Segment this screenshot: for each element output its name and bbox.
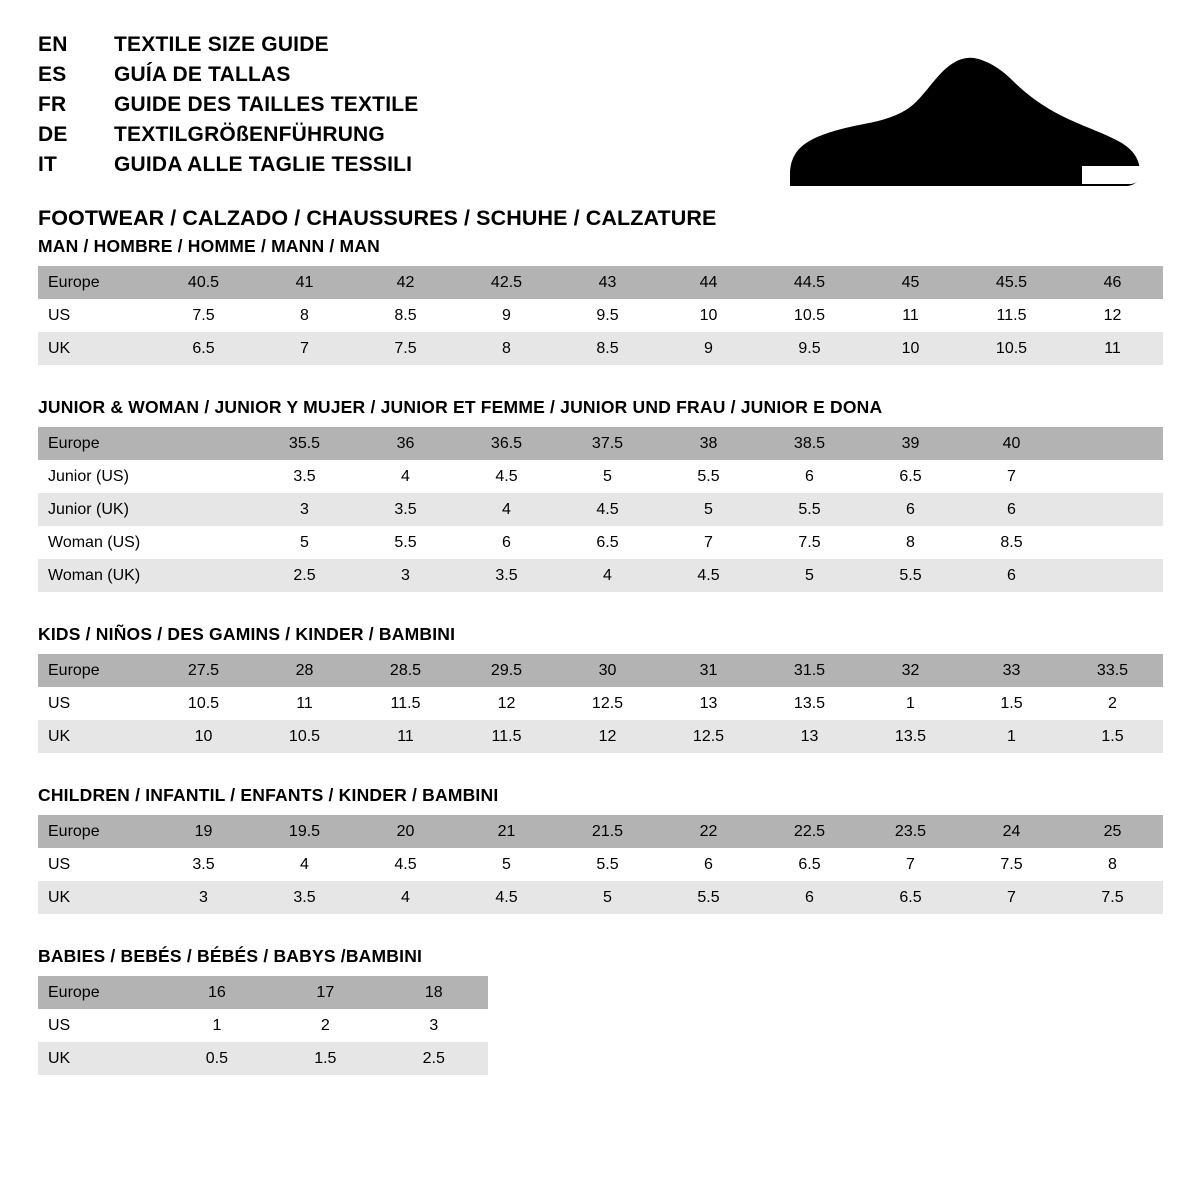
- row-label: US: [38, 299, 153, 332]
- cell: 10: [658, 299, 759, 332]
- cell: [153, 460, 254, 493]
- cell: 27.5: [153, 654, 254, 687]
- cell: 13.5: [860, 720, 961, 753]
- cell: 22: [658, 815, 759, 848]
- language-title: TEXTILE SIZE GUIDE: [114, 33, 329, 56]
- section-title: KIDS / NIÑOS / DES GAMINS / KINDER / BAMBINI: [38, 624, 456, 644]
- cell: 0.5: [163, 1042, 271, 1075]
- cell: 45.5: [961, 266, 1062, 299]
- cell: 28: [254, 654, 355, 687]
- size-table-man: [38, 266, 1163, 365]
- cell: 11.5: [456, 720, 557, 753]
- cell: 6: [456, 526, 557, 559]
- language-row: [38, 34, 418, 64]
- cell: 37.5: [557, 427, 658, 460]
- cell: 1.5: [271, 1042, 379, 1075]
- cell: 11: [254, 687, 355, 720]
- table-row: [38, 848, 1163, 881]
- cell: 23.5: [860, 815, 961, 848]
- cell: 1.5: [1062, 720, 1163, 753]
- cell: 13.5: [759, 687, 860, 720]
- section-kids: [38, 624, 1160, 753]
- cell: 45: [860, 266, 961, 299]
- cell: 30: [557, 654, 658, 687]
- cell: 5: [456, 848, 557, 881]
- cell: 6.5: [759, 848, 860, 881]
- cell: 36: [355, 427, 456, 460]
- cell: 44.5: [759, 266, 860, 299]
- cell: 38: [658, 427, 759, 460]
- cell: 5: [557, 881, 658, 914]
- cell: 3.5: [355, 493, 456, 526]
- cell: 6: [759, 460, 860, 493]
- cell: 5.5: [759, 493, 860, 526]
- cell: 12.5: [557, 687, 658, 720]
- cell: 5.5: [658, 881, 759, 914]
- table-row: [38, 976, 488, 1009]
- cell: 8.5: [355, 299, 456, 332]
- cell: 29.5: [456, 654, 557, 687]
- cell: 8.5: [557, 332, 658, 365]
- row-label: Junior (US): [38, 460, 153, 493]
- cell: 10.5: [961, 332, 1062, 365]
- table-row: [38, 427, 1163, 460]
- language-row: [38, 94, 418, 124]
- cell: 43: [557, 266, 658, 299]
- cell: 39: [860, 427, 961, 460]
- language-row: [38, 124, 418, 154]
- cell: 5: [254, 526, 355, 559]
- cell: 31.5: [759, 654, 860, 687]
- cell: 32: [860, 654, 961, 687]
- language-code: FR: [38, 93, 67, 117]
- cell: 7: [961, 881, 1062, 914]
- table-row: [38, 266, 1163, 299]
- row-label: US: [38, 1009, 163, 1042]
- table-row: [38, 1009, 488, 1042]
- cell: 5: [658, 493, 759, 526]
- cell: 11.5: [355, 687, 456, 720]
- cell: 33: [961, 654, 1062, 687]
- footwear-subtitle: FOOTWEAR / CALZADO / CHAUSSURES / SCHUHE / CALZATURE: [38, 206, 717, 231]
- cell: 3.5: [456, 559, 557, 592]
- section-title: CHILDREN / INFANTIL / ENFANTS / KINDER / BAMBINI: [38, 785, 499, 805]
- cell: 6.5: [153, 332, 254, 365]
- cell: 44: [658, 266, 759, 299]
- cell: 5: [557, 460, 658, 493]
- language-row: [38, 64, 418, 94]
- row-label: UK: [38, 881, 153, 914]
- row-label: US: [38, 848, 153, 881]
- language-code: EN: [38, 33, 68, 56]
- section-children: [38, 785, 1160, 914]
- cell: 12: [456, 687, 557, 720]
- section-title: JUNIOR & WOMAN / JUNIOR Y MUJER / JUNIOR ET FEMME / JUNIOR UND FRAU / JUNIOR E DONA: [38, 397, 883, 417]
- row-label: Europe: [38, 654, 153, 687]
- cell: 10.5: [759, 299, 860, 332]
- cell: 22.5: [759, 815, 860, 848]
- cell: 1: [860, 687, 961, 720]
- cell: 28.5: [355, 654, 456, 687]
- language-code: ES: [38, 63, 67, 87]
- cell: 7.5: [759, 526, 860, 559]
- cell: 2.5: [254, 559, 355, 592]
- size-table-kids: [38, 654, 1163, 753]
- language-title-list: [38, 34, 418, 184]
- cell: 8: [860, 526, 961, 559]
- table-row: [38, 687, 1163, 720]
- section-junior-woman: [38, 397, 1160, 592]
- cell: 40.5: [153, 266, 254, 299]
- cell: 6: [961, 559, 1062, 592]
- cell: 10: [860, 332, 961, 365]
- cell: 6: [961, 493, 1062, 526]
- section-man: [38, 236, 1160, 365]
- cell: 1.5: [961, 687, 1062, 720]
- cell: 3.5: [153, 848, 254, 881]
- cell: 4.5: [456, 460, 557, 493]
- row-label: Europe: [38, 427, 153, 460]
- table-row: [38, 526, 1163, 559]
- cell: 11.5: [961, 299, 1062, 332]
- cell: 8.5: [961, 526, 1062, 559]
- cell: 10: [153, 720, 254, 753]
- cell: [153, 526, 254, 559]
- dress-shoe-icon: [790, 54, 1140, 194]
- cell: 19.5: [254, 815, 355, 848]
- cell: 31: [658, 654, 759, 687]
- cell: 6: [860, 493, 961, 526]
- cell: 1: [163, 1009, 271, 1042]
- cell: 16: [163, 976, 271, 1009]
- cell: 3.5: [254, 460, 355, 493]
- cell: 2.5: [380, 1042, 488, 1075]
- cell: 1: [961, 720, 1062, 753]
- table-row: [38, 815, 1163, 848]
- cell: 6: [658, 848, 759, 881]
- row-label: US: [38, 687, 153, 720]
- cell: 10.5: [153, 687, 254, 720]
- cell: 36.5: [456, 427, 557, 460]
- language-code: IT: [38, 153, 58, 177]
- row-label: UK: [38, 332, 153, 365]
- page-header: [38, 33, 1160, 231]
- cell: [1062, 427, 1163, 460]
- cell: 9: [456, 299, 557, 332]
- cell: [1062, 460, 1163, 493]
- row-label: Junior (UK): [38, 493, 153, 526]
- cell: 13: [759, 720, 860, 753]
- section-babies: [38, 946, 1160, 1075]
- cell: 5.5: [355, 526, 456, 559]
- table-row: [38, 460, 1163, 493]
- cell: 41: [254, 266, 355, 299]
- cell: 3: [355, 559, 456, 592]
- table-row: [38, 332, 1163, 365]
- cell: 8: [254, 299, 355, 332]
- cell: [153, 559, 254, 592]
- cell: 9: [658, 332, 759, 365]
- cell: 12: [557, 720, 658, 753]
- cell: 42: [355, 266, 456, 299]
- cell: 13: [658, 687, 759, 720]
- cell: 6.5: [557, 526, 658, 559]
- cell: 7.5: [153, 299, 254, 332]
- section-title: MAN / HOMBRE / HOMME / MANN / MAN: [38, 236, 380, 256]
- cell: 21.5: [557, 815, 658, 848]
- cell: 7: [860, 848, 961, 881]
- cell: 8: [456, 332, 557, 365]
- cell: 4: [355, 460, 456, 493]
- cell: 8: [1062, 848, 1163, 881]
- table-row: [38, 654, 1163, 687]
- cell: 7: [254, 332, 355, 365]
- table-row: [38, 559, 1163, 592]
- cell: [153, 493, 254, 526]
- table-row: [38, 493, 1163, 526]
- cell: 4: [557, 559, 658, 592]
- row-label: UK: [38, 720, 153, 753]
- row-label: Europe: [38, 976, 163, 1009]
- cell: 40: [961, 427, 1062, 460]
- section-title: BABIES / BEBÉS / BÉBÉS / BABYS /BAMBINI: [38, 946, 423, 966]
- language-title: TEXTILGRÖßENFÜHRUNG: [114, 123, 385, 147]
- size-table-babies: [38, 976, 488, 1075]
- cell: [1062, 526, 1163, 559]
- cell: [1062, 493, 1163, 526]
- size-table-children: [38, 815, 1163, 914]
- cell: 9.5: [557, 299, 658, 332]
- cell: 2: [1062, 687, 1163, 720]
- cell: 7.5: [961, 848, 1062, 881]
- cell: 12: [1062, 299, 1163, 332]
- cell: 5: [759, 559, 860, 592]
- cell: 4: [254, 848, 355, 881]
- cell: 3: [380, 1009, 488, 1042]
- cell: 19: [153, 815, 254, 848]
- cell: 3: [254, 493, 355, 526]
- cell: 3: [153, 881, 254, 914]
- cell: 4: [355, 881, 456, 914]
- cell: 11: [1062, 332, 1163, 365]
- cell: 3.5: [254, 881, 355, 914]
- row-label: UK: [38, 1042, 163, 1075]
- cell: 4.5: [456, 881, 557, 914]
- cell: 17: [271, 976, 379, 1009]
- cell: 46: [1062, 266, 1163, 299]
- cell: 25: [1062, 815, 1163, 848]
- row-label: Woman (UK): [38, 559, 153, 592]
- cell: 12.5: [658, 720, 759, 753]
- table-row: [38, 299, 1163, 332]
- cell: 7: [961, 460, 1062, 493]
- row-label: Woman (US): [38, 526, 153, 559]
- cell: 4.5: [557, 493, 658, 526]
- cell: 4.5: [658, 559, 759, 592]
- row-label: Europe: [38, 266, 153, 299]
- cell: 9.5: [759, 332, 860, 365]
- cell: 6: [759, 881, 860, 914]
- cell: 7.5: [1062, 881, 1163, 914]
- cell: 42.5: [456, 266, 557, 299]
- cell: 5.5: [557, 848, 658, 881]
- cell: 11: [860, 299, 961, 332]
- language-title: GUIDE DES TAILLES TEXTILE: [114, 93, 419, 117]
- cell: 5.5: [860, 559, 961, 592]
- table-row: [38, 881, 1163, 914]
- cell: 4: [456, 493, 557, 526]
- cell: 6.5: [860, 460, 961, 493]
- language-row: [38, 154, 418, 184]
- language-title: GUIDA ALLE TAGLIE TESSILI: [114, 153, 413, 177]
- cell: [1062, 559, 1163, 592]
- cell: 38.5: [759, 427, 860, 460]
- cell: 7: [658, 526, 759, 559]
- cell: 21: [456, 815, 557, 848]
- cell: [153, 427, 254, 460]
- cell: 2: [271, 1009, 379, 1042]
- language-title: GUÍA DE TALLAS: [114, 63, 291, 87]
- cell: 6.5: [860, 881, 961, 914]
- cell: 4.5: [355, 848, 456, 881]
- cell: 7.5: [355, 332, 456, 365]
- language-code: DE: [38, 123, 68, 147]
- cell: 18: [380, 976, 488, 1009]
- cell: 20: [355, 815, 456, 848]
- cell: 33.5: [1062, 654, 1163, 687]
- cell: 5.5: [658, 460, 759, 493]
- size-table-junior-woman: [38, 427, 1163, 592]
- cell: 11: [355, 720, 456, 753]
- cell: 24: [961, 815, 1062, 848]
- table-row: [38, 720, 1163, 753]
- cell: 10.5: [254, 720, 355, 753]
- row-label: Europe: [38, 815, 153, 848]
- table-row: [38, 1042, 488, 1075]
- cell: 35.5: [254, 427, 355, 460]
